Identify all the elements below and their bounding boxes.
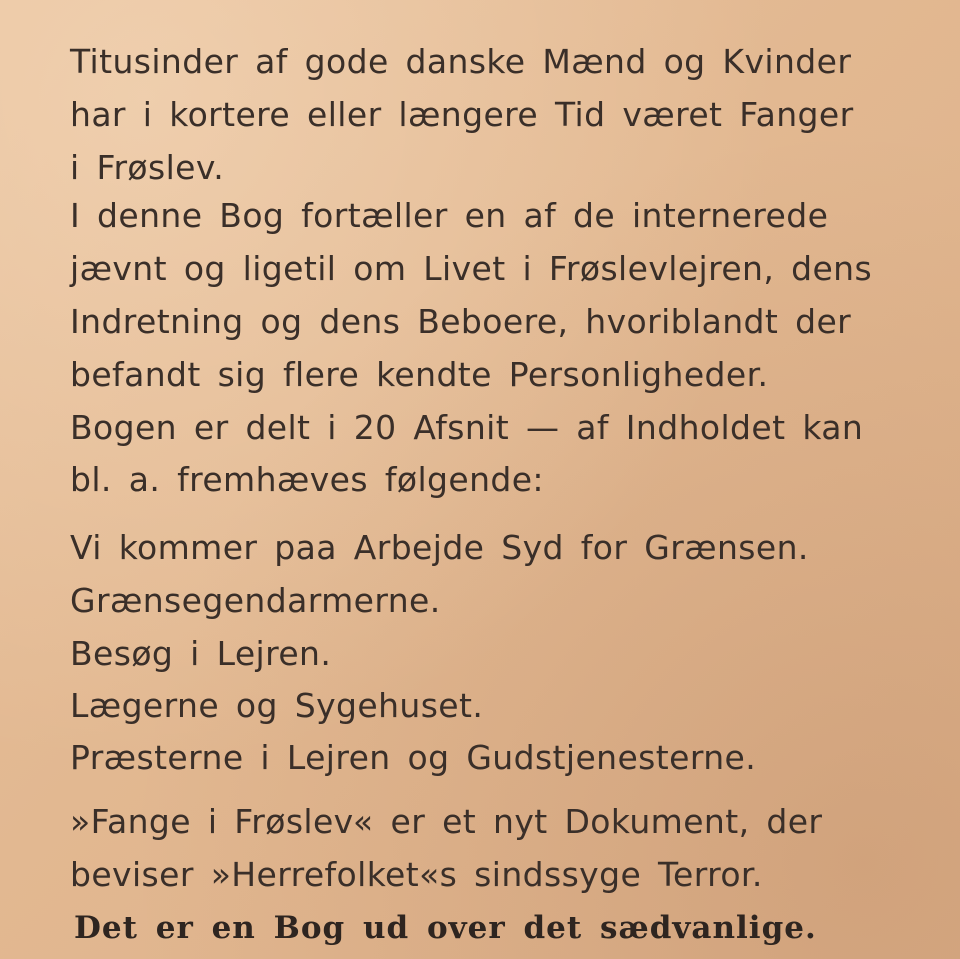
chapter-item-4: Lægerne og Sygehuset. <box>70 686 484 725</box>
intro-line-6: Indretning og dens Beboere, hvoriblandt der <box>70 302 852 341</box>
chapter-item-3: Besøg i Lejren. <box>70 634 332 673</box>
intro-line-2: har i kortere eller længere Tid været Fanger <box>70 95 854 134</box>
intro-line-4: I denne Bog fortæller en af de internerede <box>70 196 829 235</box>
intro-line-5: jævnt og ligetil om Livet i Frøslevlejren, dens <box>70 249 873 288</box>
chapter-item-5: Præsterne i Lejren og Gudstjenesterne. <box>70 738 757 777</box>
tagline: Det er en Bog ud over det sædvanlige. <box>74 910 817 946</box>
intro-line-1: Titusinder af gode danske Mænd og Kvinder <box>70 42 852 81</box>
intro-line-8: Bogen er delt i 20 Afsnit — af Indholdet kan <box>70 408 864 447</box>
closing-line-2: beviser »Herrefolket«s sindssyge Terror. <box>70 855 763 894</box>
intro-line-3: i Frøslev. <box>70 148 225 187</box>
intro-line-7: befandt sig flere kendte Personligheder. <box>70 355 769 394</box>
chapter-item-1: Vi kommer paa Arbejde Syd for Grænsen. <box>70 528 809 567</box>
closing-line-1: »Fange i Frøslev« er et nyt Dokument, der <box>70 802 823 841</box>
intro-line-9: bl. a. fremhæves følgende: <box>70 460 544 499</box>
chapter-item-2: Grænsegendarmerne. <box>70 581 441 620</box>
